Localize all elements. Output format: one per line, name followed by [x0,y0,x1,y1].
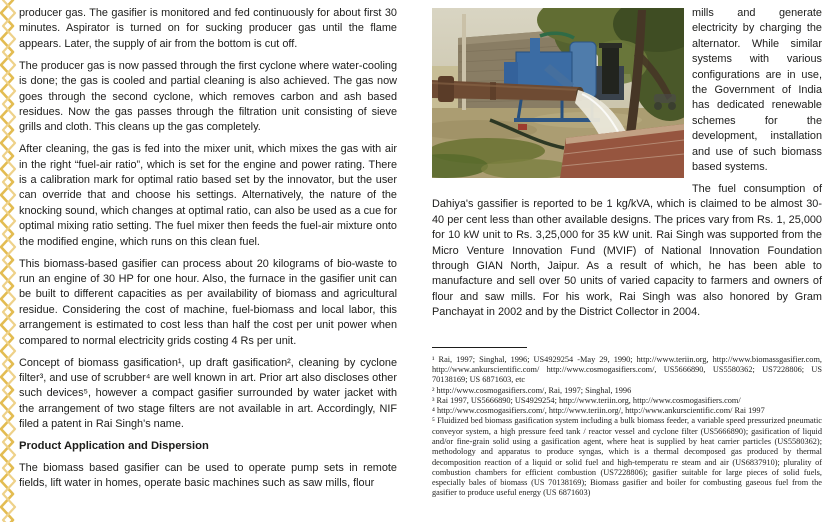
gasifier-photo [432,8,684,178]
paragraph-prior-art-patent: Concept of biomass gasification¹, up draft gasification², cleaning by cyclone filter³, and use of scrubber⁴ are well known in art. Prior art also discloses other such devices⁵, however a compact gasifier surrounded by water jacket with the arrangement of two stage filters are not available in art. Accordingly, NIF filed a patent in Rai Singh's name. [19,356,397,431]
footnote-separator [432,347,527,348]
gasifier-photo-illustration [432,8,684,178]
paragraph-gasifier-startup: producer gas. The gasifier is monitored and fed continuously for about first 30 minutes. Aspirator is turned on for sucking producer gas until the flame appears. Later, the supply of air from the bottom is cut off. [19,7,397,50]
paragraph-mills-electricity-wrap: mills and generate electricity by charging the alternator. While similar systems with various configurations are in use, the Government of India has dedicated renewable schemes for the development, installation and use of such biomass based systems. [692,7,822,174]
section-heading-product-application: Product Application and Dispersion [19,440,209,453]
footnote-3: ³ Rai 1997, US5666890; US4929254; http://www.teriin.org, http://www.cosmogasifiers.com/ [432,395,741,405]
footnote-2: ² http://www.cosmogasifiers.com/, Rai, 1997; Singhal, 1996 [432,385,632,395]
paragraph-mixer-unit: After cleaning, the gas is fed into the mixer unit, which mixes the gas with air in the right “fuel-air ratio”, which is set for the engine and power rating. There is a calibration mark for optimal ratio based set by the innovator, but the user can override that and choose his settings. Alternatively, the nature of the knocking sound, which changes at optimal ratio, can also be used as a cue for optimal mixing ratio setting. The fuel mixer then feeds the fuel-air mixture onto the modified engine, which runs on this clean fuel. [19,143,397,248]
paragraph-fuel-consumption: The fuel consumption of Dahiya's gassifier is reported to be 1 kg/kVA, which is claimed to be almost 30-40 per cent less than other available designs. The prices vary from Rs. 1, 25,000 for 10 kW unit to Rs. 3,25,000 for 35 kW unit. Rai Singh was supported from the Micro Venture Innovation Fund (MVIF) of National Innovation Foundation through GIAN North, Jaipur. As a result of which, he has been able to manufacture and sell over 50 units of varied capacity to farmers and owners of flour and saw mills. For his work, Rai Singh was also honored by Gram Panchayat in 2002 and by the District Collector in 2004. [432,182,822,319]
footnote-1: ¹ Rai, 1997; Singhal, 1996; US4929254 -May 29, 1990; http://www.teriin.org, http://www.biomassgasifier.com, http://www.ankurscientific.com/ http://www.cosmogasifiers.com/, US5666890, US5580362; US7228806; US 70138169; US 6871603, etc [432,354,822,385]
footnote-5: ⁵ Fluidized bed biomass gasification system including a bulk biomass feeder, a variable speed pressurized pneumatic conveyor system, a high pressure feed tank / reactor vessel and cyclone filter (US5666890); gasification of liquid and/or fine-grain solid using a gasification agent, where heat is supplied by heat carrier particles (US5580362); methodology and apparatus to produce syngas, which is a thermal decomposed gas produced by thermal decomposition reaction of a liquid or solid fuel and high-temperatu re steam and air (US6837910); plurality of combustion chambers for efficient combustion (US7228806); gasifier suitable for large pieces of solid fuels, especially bales of biomass (US 70138169); Biomass gasifier and boiler for combusting gaseous fuel from the gasifier to produce useful energy (US 6871603) [432,416,822,498]
zigzag-border-decoration [0,0,20,522]
right-text-column [432,6,822,499]
paragraph-capacity-cost: This biomass-based gasifier can process about 20 kilograms of bio-waste to run an engine of 30 HP for one hour. Also, the furnace in the gasifier unit can be built to different capacities as per availability of biomass and agricultural residue. Considering the cost of machine, fuel-biomass and local labor, this arrangement is estimated to cost less than half the cost per unit power when compared to normal electricity grids costing 4 Rs per unit. [19,257,397,347]
paragraph-cyclone-cleaning: The producer gas is now passed through the first cyclone where water-cooling is done; the gas is cooled and partial cleaning is also achieved. The gas now goes through the second cyclone, which removes carbon and ash based residues. Now the gas passes through the filtration unit consisting of sieve grills and cloth. This cleans up the gas completely. [19,59,397,134]
left-text-column [19,6,397,498]
footnotes-block [432,355,822,499]
paragraph-applications: The biomass based gasifier can be used to operate pump sets in remote fields, lift water in homes, operate basic machines such as saw mills, flour [19,461,397,490]
footnote-4: ⁴ http://www.cosmogasifiers.com/, http://www.teriin.org/, http://www.ankurscientific.com/ Rai 1997 [432,406,765,416]
